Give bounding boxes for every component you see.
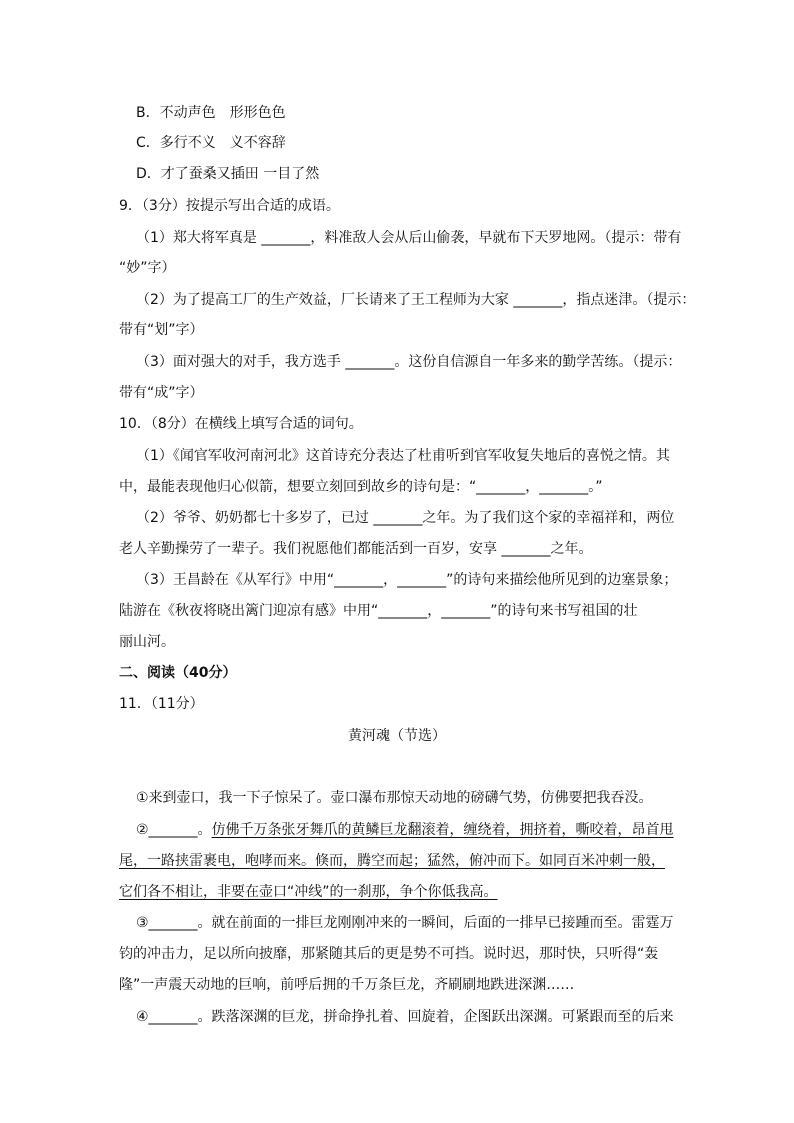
question-9-heading: 9．（3分）按提示写出合适的成语。 [119,198,340,214]
question-9-item-2-line-1: （2）为了提高工厂的生产效益，厂长请来了王工程师为大家 _______，指点迷津。（提示： [136,292,696,308]
question-10-item-3-line-3: 丽山河。 [119,634,175,650]
question-10-item-1-line-2: 中，最能表现他归心似箭，想要立刻回到故乡的诗句是：“_______，_______。” [119,479,603,495]
passage-paragraph-1: ①来到壶口，我一下子惊呆了。壶口瀑布那惊天动地的磅礴气势，仿佛要把我吞没。 [136,790,653,806]
passage-paragraph-3-line-2: 钧的冲击力，足以所向披靡，那紧随其后的更是势不可挡。说时迟，那时快，只听得“轰 [119,946,659,962]
question-10-item-3-line-1: （3）王昌龄在《从军行》中用“_______，_______”的诗句来描绘他所见到的边塞景象； [136,572,678,588]
paragraph-2-underlined-text: 仿佛千万条张牙舞爪的黄鳞巨龙翻滚着，缠绕着，拥挤着，嘶咬着，昂首甩 [211,822,674,838]
passage-paragraph-2-line-1 [136,820,674,840]
section-2-heading: 二、阅读（40分） [119,665,237,681]
question-10-item-2-line-1: （2）爷爷、奶奶都七十多岁了，已过 _______之年。为了我们这个家的幸福祥和，两位 [136,510,675,526]
option-d: D．才了蚕桑又插田 一目了然 [136,166,320,182]
question-10-heading: 10．（8分）在横线上填写合适的词句。 [119,416,363,432]
passage-title: 黄河魂（节选） [348,728,446,744]
paragraph-2-prefix: ②_______。 [136,822,212,838]
question-9-item-1-line-1: （1）郑大将军真是 _______，料准敌人会从后山偷袭，早就布下天罗地网。（提示：带有 [136,230,682,246]
option-c: C．多行不义 义不容辞 [136,135,286,151]
question-10-item-3-line-2: 陆游在《秋夜将晓出篱门迎凉有感》中用“_______，_______”的诗句来书写祖国的壮 [119,603,638,619]
question-9-item-3-line-1: （3）面对强大的对手，我方选手 _______。这份自信源自一年多来的勤学苦练。（提示： [136,354,682,370]
passage-paragraph-3-line-1: ③_______。就在前面的一排巨龙刚刚冲来的一瞬间，后面的一排早已接踵而至。雷霆万 [136,915,674,931]
question-10-item-2-line-2: 老人辛勤操劳了一辈子。我们祝愿他们都能活到一百岁，安享 _______之年。 [119,541,593,557]
question-10-item-1-line-1: （1）《闻官军收河南河北》这首诗充分表达了杜甫听到官军收复失地后的喜悦之情。其 [136,448,670,464]
question-9-item-3-line-2: 带有“成”字） [119,385,204,401]
question-11-heading: 11．（11分） [119,696,204,712]
question-9-item-1-line-2: “妙”字） [119,260,176,276]
question-9-item-2-line-2: 带有“划”字） [119,322,204,338]
passage-paragraph-2-line-2: 尾，一路挟雷裹电，咆哮而来。倏而，腾空而起；猛然，俯冲而下。如同百米冲刺一般， [119,853,665,869]
passage-paragraph-4-line-1: ④_______。跌落深渊的巨龙，拼命挣扎着、回旋着，企图跃出深渊。可紧跟而至的后来 [136,1009,674,1025]
passage-paragraph-2-line-3: 它们各不相让，非要在壶口“冲线”的一刹那，争个你低我高。 [119,884,498,900]
passage-paragraph-3-line-3: 隆”一声震天动地的巨响，前呼后拥的千万条巨龙，齐刷刷地跌进深渊…… [119,977,575,993]
option-b: B．不动声色 形形色色 [136,105,286,121]
